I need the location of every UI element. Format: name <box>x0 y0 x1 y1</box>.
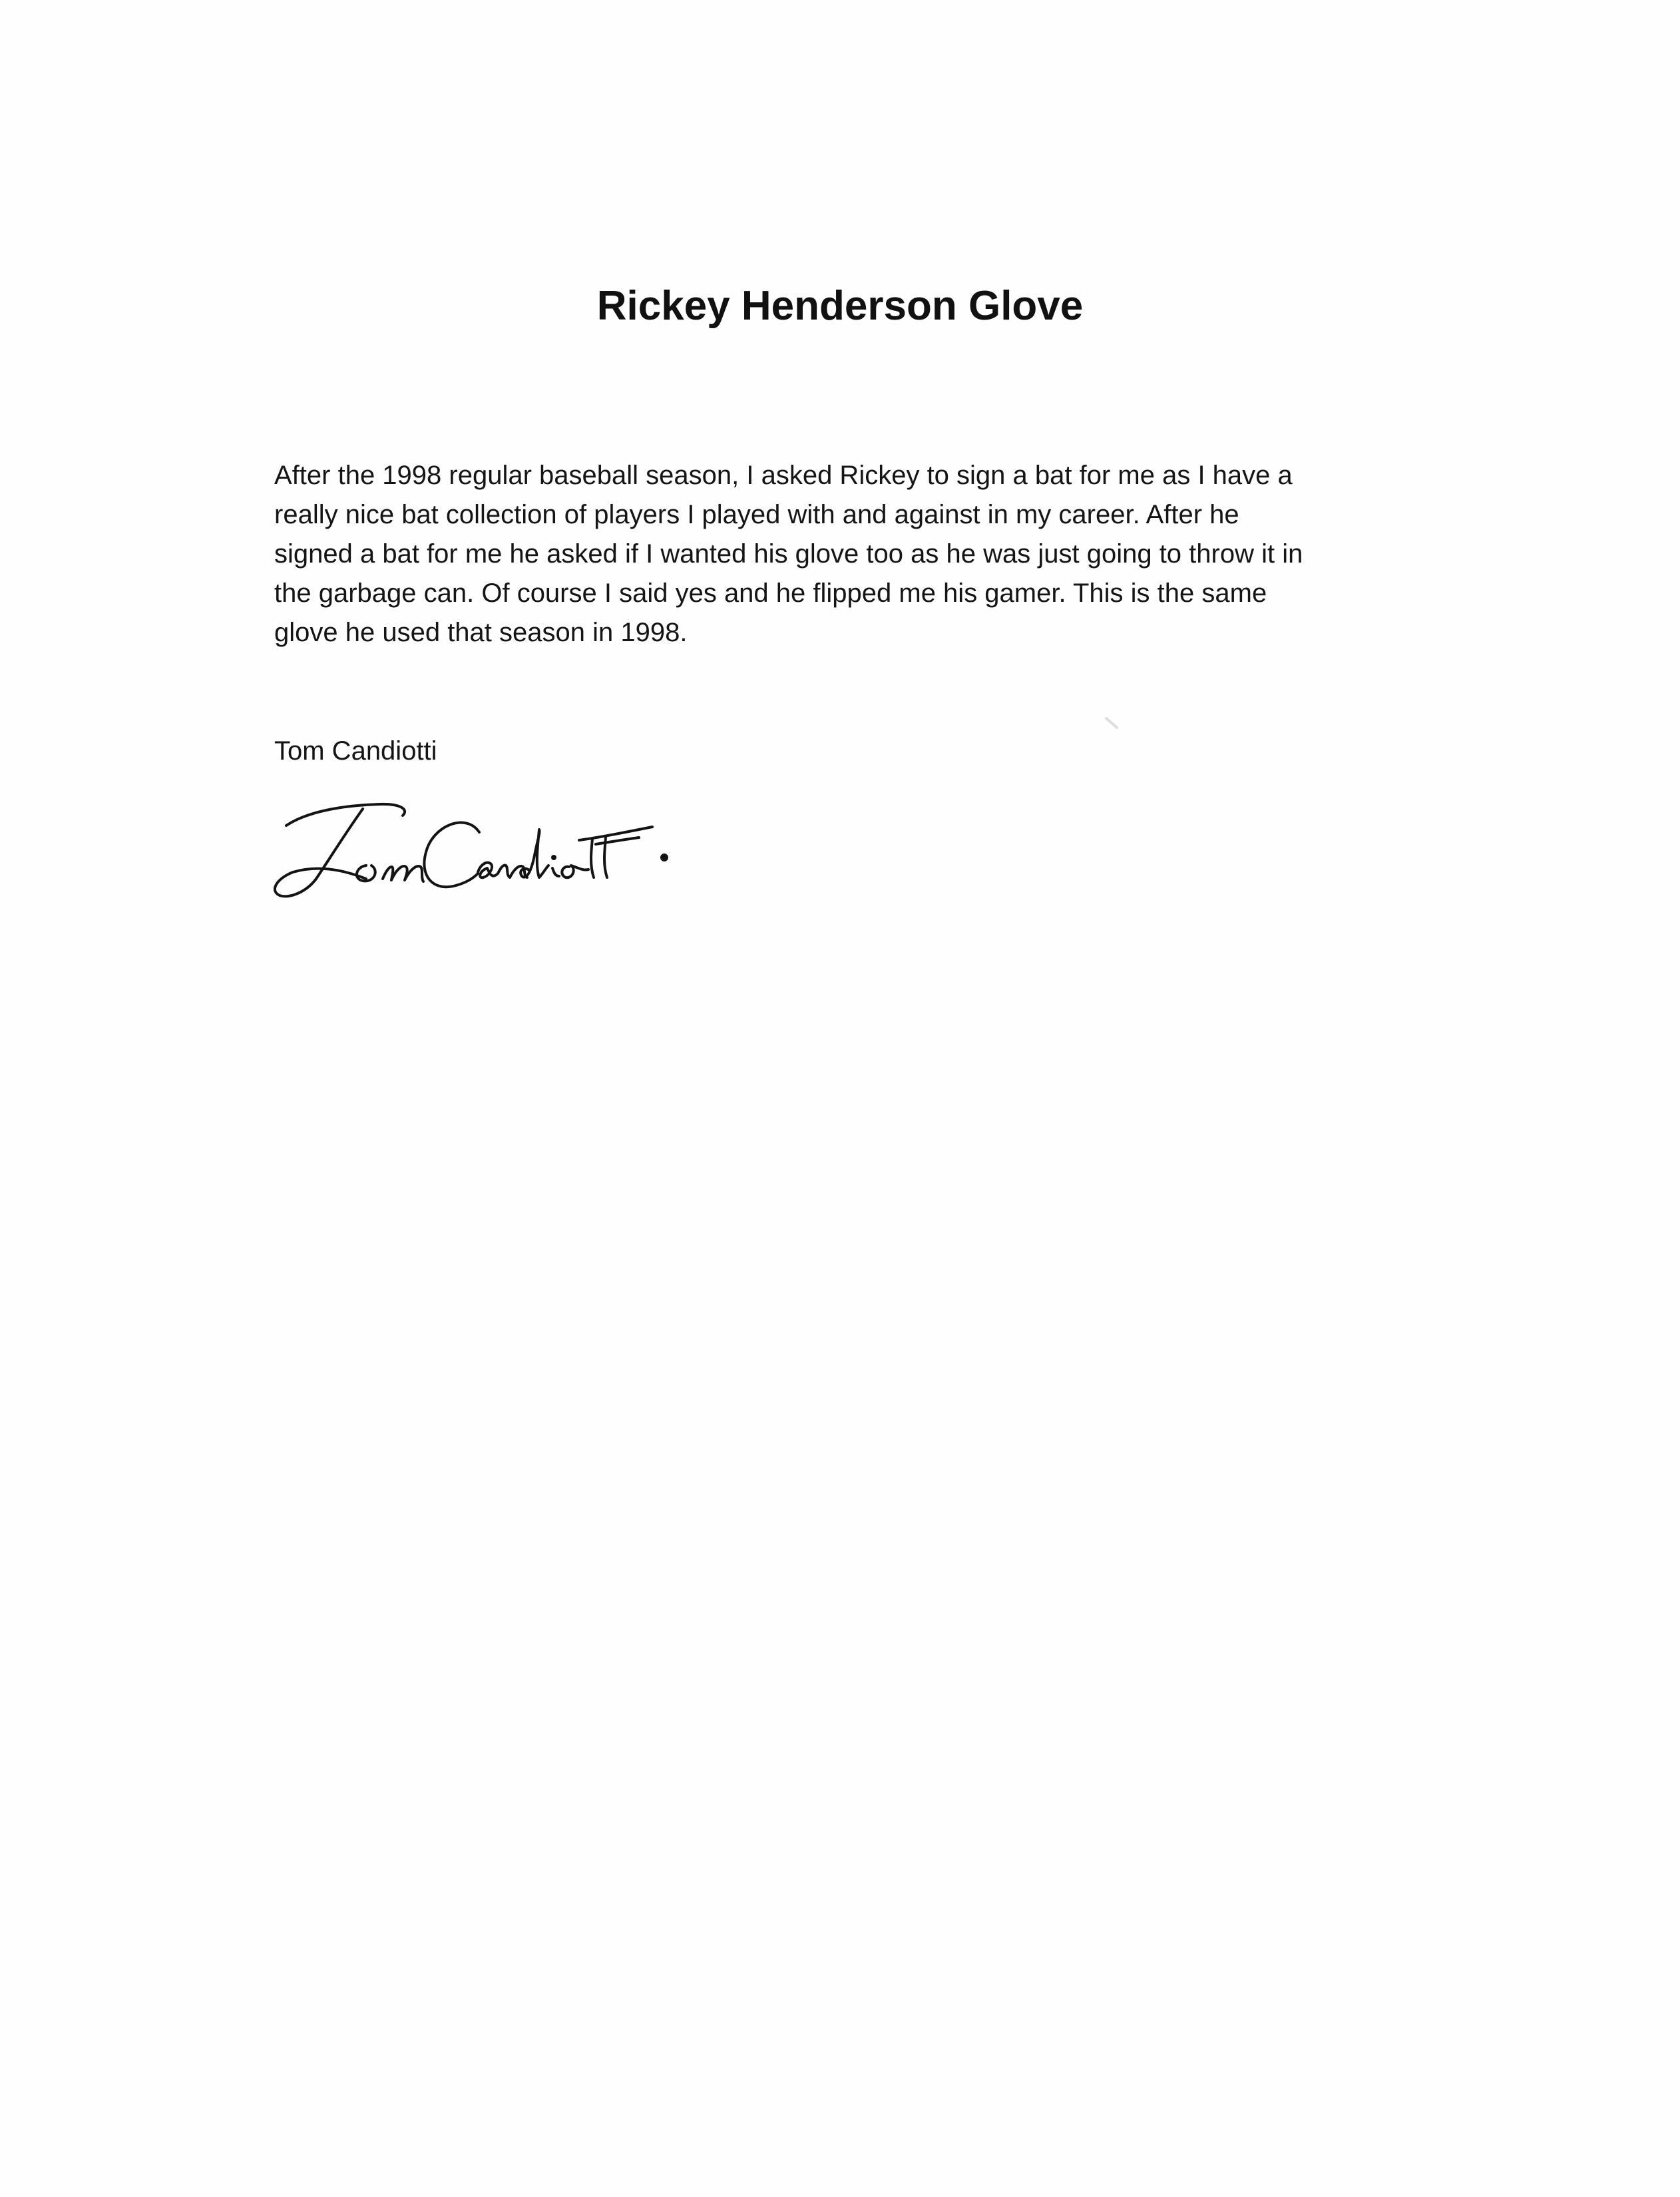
body-paragraph <box>274 456 1426 652</box>
body-line: After the 1998 regular baseball season, I asked Rickey to sign a bat for me as I have a <box>274 461 1293 490</box>
typed-signatory-name: Tom Candiotti <box>274 736 437 766</box>
body-line: glove he used that season in 1998. <box>274 618 688 647</box>
document-title: Rickey Henderson Glove <box>596 283 1084 329</box>
body-line: signed a bat for me he asked if I wanted his glove too as he was just going to throw it in <box>274 539 1303 569</box>
body-line: the garbage can. Of course I said yes and he flipped me his gamer. This is the same <box>274 579 1267 608</box>
scan-speck <box>1105 716 1120 730</box>
handwritten-signature <box>266 786 785 919</box>
body-line: really nice bat collection of players I played with and against in my career. After he <box>274 500 1239 529</box>
